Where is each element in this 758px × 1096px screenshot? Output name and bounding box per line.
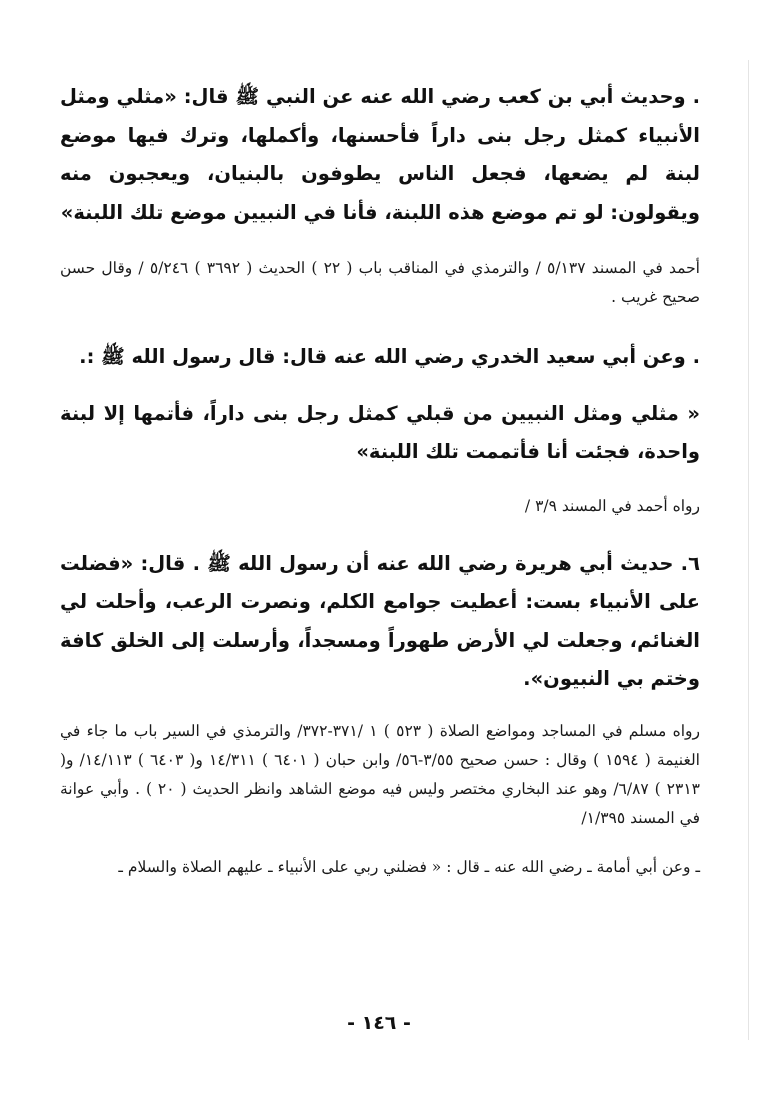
page-number: - ١٤٦ - [347, 1012, 411, 1034]
hadith-abu-said-text: « مثلي ومثل النبيين من قبلي كمثل رجل بنى داراً، فأتمها إلا لبنة واحدة، فجئت أنا فأتممت تلك اللبنة» [60, 401, 700, 463]
hadith-abu-said-reference: رواه أحمد في المسند ٣/٩ / [524, 496, 700, 515]
hadith-abu-said-intro: . وعن أبي سعيد الخدري رضي الله عنه قال: قال رسول الله ﷺ :. [79, 345, 700, 368]
page-body [60, 78, 700, 882]
hadith-abu-hurayra-reference: رواه مسلم في المساجد ومواضع الصلاة ( ٥٢٣ ) ١ /٣٧١-٣٧٢/ والترمذي في السير باب ما جاء في الغنيمة ( ١٥٩٤ ) وقال : حسن صحيح ٣/٥٥-٥٦/ وابن حبان ( ٦٤٠١ ) ١٤/٣١١ و( ٦٤٠٣ ) ١٤/١١٣/ و( ٢٣١٣ ) ٦/٨٧/ وهو عند البخاري مختصر وليس فيه موضع الشاهد وانظر الحديث ( ٢٠ ) . وأبي عوانة في المسند ١/٣٩٥/ [60, 721, 701, 827]
page-edge-line [748, 60, 749, 1040]
hadith-ubayy-text: . وحديث أبي بن كعب رضي الله عنه عن النبي ﷺ قال: «مثلي ومثل الأنبياء كمثل رجل بنى داراً فأحسنها، وأكملها، وترك فيها موضع لبنة لم يضعها، فجعل الناس يطوفون بالبنيان، ويعجبون منه ويقولون: لو تم موضع هذه اللبنة، فأنا في النبيين موضع تلك اللبنة» [60, 85, 700, 224]
hadith-abu-umama-text: ـ وعن أبي أمامة ـ رضي الله عنه ـ قال : « فضلني ربي على الأنبياء ـ عليهم الصلاة والسلام ـ [118, 857, 700, 876]
hadith-abu-hurayra-text: ٦. حديث أبي هريرة رضي الله عنه أن رسول الله ﷺ . قال: «فضلت على الأنبياء بست: أعطيت جوامع الكلم، ونصرت الرعب، وأحلت لي الغنائم، وجعلت لي الأرض طهوراً ومسجداً، وأرسلت إلى الخلق كافة وختم بي النبيون». [60, 551, 700, 690]
hadith-ubayy-reference: أحمد في المسند ٥/١٣٧ / والترمذي في المناقب باب ( ٢٢ ) الحديث ( ٣٦٩٢ ) ٥/٢٤٦ / وقال حسن صحيح غريب . [60, 259, 700, 306]
